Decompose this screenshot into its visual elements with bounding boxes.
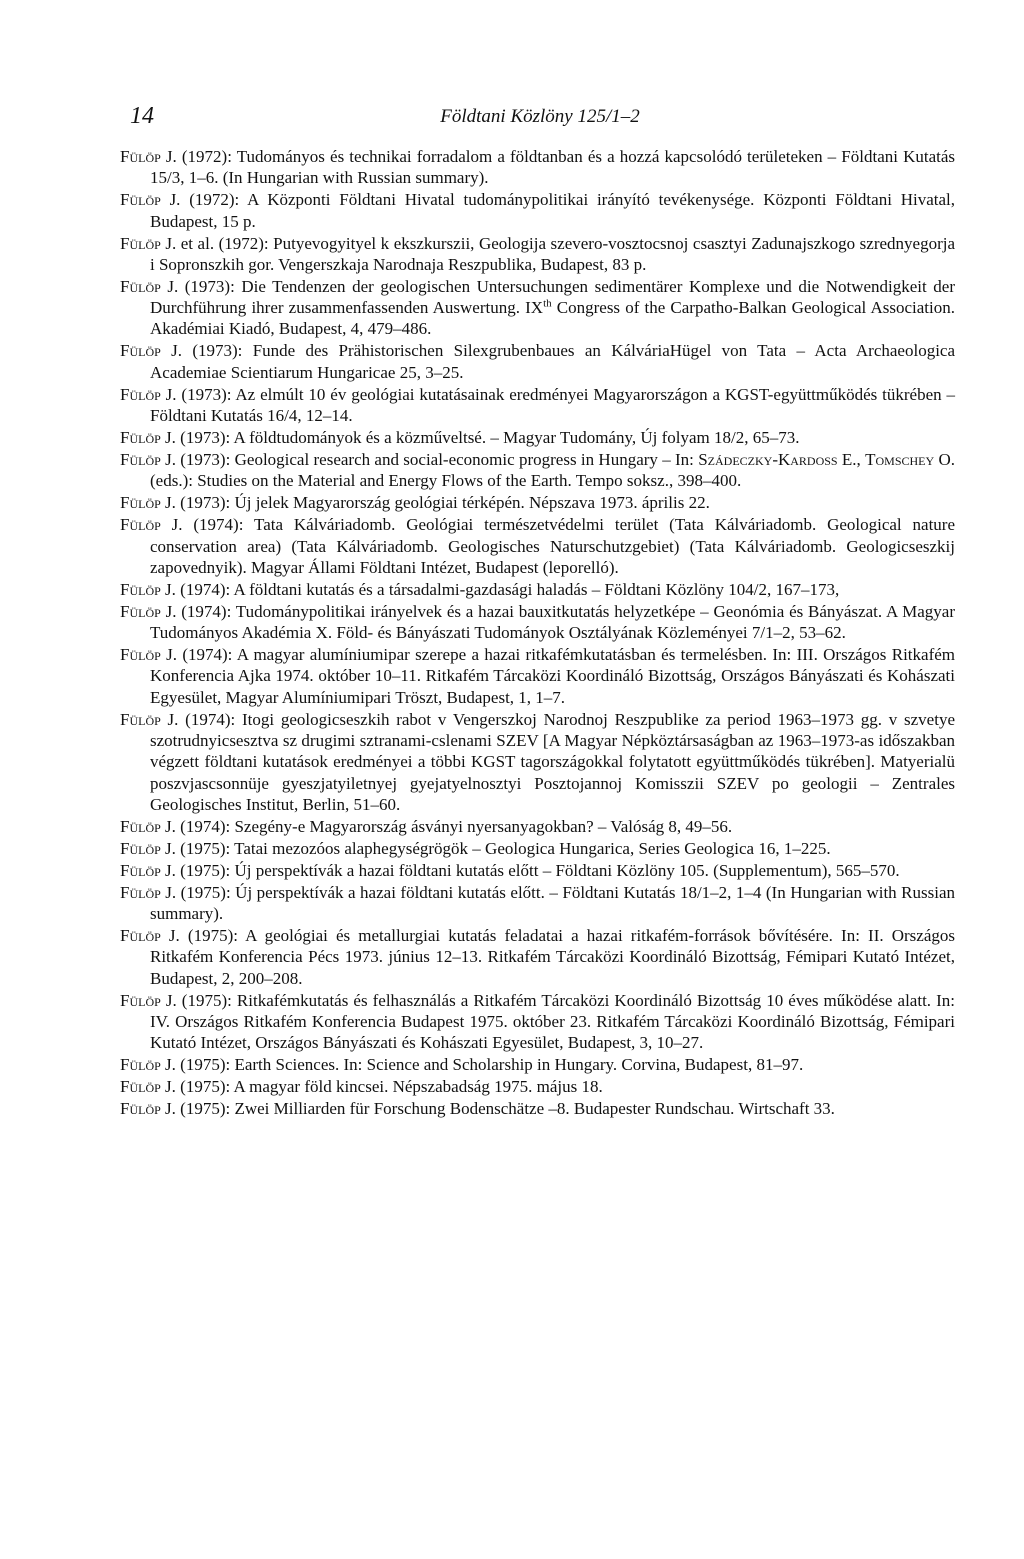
reference-text: (1972): A Központi Földtani Hivatal tudománypolitikai irányító tevékenysége. Központi Földtani Hivatal, Budapest, 15 p. [150,190,955,231]
reference-author: Fülöp J. [120,427,176,447]
reference-entry [120,1054,955,1075]
reference-entry [120,1098,955,1119]
reference-entry [120,816,955,837]
reference-author: Fülöp J. [120,1055,176,1075]
reference-entry [120,233,955,276]
reference-author: Fülöp J. [120,816,176,836]
reference-entry [120,340,955,383]
reference-author: Fülöp J. [120,276,179,296]
reference-text: (1973): Die Tendenzen der geologischen Untersuchungen sedimentärer Komplexe und die Notwendigkeit der Durchführung ihrer zusammenfassenden Auswertung. IX [150,276,955,318]
reference-text: (1974): Szegény-e Magyarország ásványi nyersanyagokban? – Valóság 8, 49–56. [175,816,733,836]
reference-author: Fülöp J. [120,601,177,621]
reference-entry [120,146,955,189]
reference-entry [120,601,955,644]
reference-superscript: th [543,297,552,310]
reference-author: Fülöp J. [120,926,180,946]
reference-editor: Tomschey [865,449,935,469]
reference-text: (1973): Funde des Prähistorischen Silexgrubenbaues an KálváriaHügel von Tata – Acta Archaeologica Academiae Scientiarum Hungaricae 25, 3–25. [150,341,956,382]
reference-entry [120,882,955,925]
reference-author: Fülöp J. [120,190,181,210]
reference-author: Fülöp J. [120,709,179,729]
journal-title: Földtani Közlöny 125/1–2 [440,106,640,127]
reference-entry [120,189,955,232]
reference-text: Congress of the Carpatho-Balkan Geological Association. Akadémiai Kiadó, Budapest, 4, 479–486. [150,298,955,339]
reference-entry [120,276,955,340]
reference-author: Fülöp J. [120,1099,176,1119]
reference-entry [120,709,955,815]
page-header [130,102,950,132]
reference-author: Fülöp J. [120,449,176,469]
reference-entry [120,449,955,492]
reference-text: (1974): Itogi geologicseszkih rabot v Vengerszkoj Narodnoj Reszpublike za period 1963–1973 gg. v szvetye szotrudnyicsesztva sz drugimi sztranami-cslenami SZEV [A Magyar Népköztársaságban az 1963–1973-as időszakban végzett földtani kutatások eredményei a többi KGST tagországokkal folytatott együttműködés tükrében]. Matyerialü poszvjascsonnüje gyeszjatyiletnyej gyejatyelnosztyi Posztojannoj Komisszii SZEV po geologii – Zentrales Geologisches Institut, Berlin, 51–60. [150,709,955,814]
reference-editor: Szádeczky-Kardoss [698,449,838,469]
reference-entry [120,579,955,600]
reference-entry [120,925,955,989]
reference-author: Fülöp J. [120,579,176,599]
page-number: 14 [130,103,154,129]
reference-text: (1975): Earth Sciences. In: Science and Scholarship in Hungary. Corvina, Budapest, 81–97. [175,1055,804,1075]
reference-text: (1974): Tudománypolitikai irányelvek és a hazai bauxitkutatás helyzetképe – Geonómia és Bányászat. A Magyar Tudományos Akadémia X. Föld- és Bányászati Tudományok Osztályának Közleményei 7/1–2, 53–62. [150,601,956,643]
reference-author: Fülöp J. [120,233,177,253]
reference-author: Fülöp J. [120,493,176,513]
reference-text: O. (eds.): Studies on the Material and Energy Flows of the Earth. Tempo soksz., 398–400. [150,449,956,491]
reference-entry [120,644,955,708]
reference-text: (1975): A magyar föld kincsei. Népszabadság 1975. május 18. [175,1077,603,1097]
reference-entry [120,860,955,881]
reference-author: Fülöp J. [120,341,182,361]
reference-entry [120,1076,955,1097]
reference-text: (1975): Ritkafémkutatás és felhasználás a Ritkafém Tárcaközi Koordináló Bizottság 10 éves működése alatt. In: IV. Országos Ritkafém Konferencia Budapest 1975. október 23. Ritkafém Tárcaközi Koordináló Bizottság, Fémipari Kutató Intézet, Országos Bányászati és Kohászati Egyesület, Budapest, 3, 10–27. [150,990,956,1053]
reference-text: (1973): Az elmúlt 10 év geológiai kutatásainak eredményei Magyarországon a KGST-együttműködés tükrében – Földtani Kutatás 16/4, 12–14. [150,384,956,425]
reference-text: (1974): A földtani kutatás és a társadalmi-gazdasági haladás – Földtani Közlöny 104/2, 167–173, [175,579,840,599]
reference-text: E., [837,449,866,469]
reference-entry [120,427,955,448]
reference-text: et al. (1972): Putyevogyityel k ekszkurszii, Geologija szevero-vosztocsnoj csasztyi Zadunajszkogo szrednyegorja i Sopronszkih gor. Vengerszkaja Narodnaja Reszpublika, Budapest, 83 p. [150,233,955,274]
reference-text: (1973): Új jelek Magyarország geológiai térképén. Népszava 1973. április 22. [175,493,710,513]
reference-text: (1973): Geological research and social-economic progress in Hungary – In: [175,449,699,469]
reference-author: Fülöp J. [120,882,177,902]
reference-entry [120,514,955,578]
reference-text: (1975): Új perspektívák a hazai földtani kutatás előtt – Földtani Közlöny 105. (Supplementum), 565–570. [175,860,900,880]
reference-author: Fülöp J. [120,384,177,404]
reference-entry [120,990,955,1054]
reference-text: (1975): A geológiai és metallurgiai kutatás feladatai a hazai ritkafém-források bővítésére. In: II. Országos Ritkafém Konferencia Pécs 1973. június 12–13. Ritkafém Tárcaközi Koordináló Bizottság, Fémipari Kutató Intézet, Budapest, 2, 200–208. [150,926,955,988]
reference-entry [120,492,955,513]
reference-author: Fülöp J. [120,645,177,665]
reference-text: (1974): Tata Kálváriadomb. Geológiai természetvédelmi terület (Tata Kálváriadomb. Geological nature conservation area) (Tata Kálváriadomb. Geologisches Naturschutzgebiet) (Tata Kálváriadomb. Geologicseszkij zapovednyik). Magyar Állami Földtani Intézet, Budapest (leporelló). [150,515,955,577]
reference-entry [120,384,955,427]
reference-text: (1975): Új perspektívák a hazai földtani kutatás előtt. – Földtani Kutatás 18/1–2, 1–4 (In Hungarian with Russian summary). [150,882,956,924]
reference-text: (1975): Tatai mezozóos alaphegységrögök – Geologica Hungarica, Series Geologica 16, 1–225. [175,838,831,858]
reference-list [120,146,955,1120]
reference-author: Fülöp J. [120,1077,176,1097]
reference-author: Fülöp J. [120,860,176,880]
reference-author: Fülöp J. [120,147,177,166]
reference-text: (1975): Zwei Milliarden für Forschung Bodenschätze –8. Budapester Rundschau. Wirtschaft 33. [175,1099,835,1119]
reference-text: (1972): Tudományos és technikai forradalom a földtanban és a hozzá kapcsolódó területeken – Földtani Kutatás 15/3, 1–6. (In Hungarian with Russian summary). [150,147,956,188]
reference-author: Fülöp J. [120,515,183,535]
reference-text: (1973): A földtudományok és a közműveltsé. – Magyar Tudomány, Új folyam 18/2, 65–73. [175,427,800,447]
reference-author: Fülöp J. [120,838,176,858]
reference-text: (1974): A magyar alumíniumipar szerepe a hazai ritkafémkutatásban és termelésben. In: III. Országos Ritkafém Konferencia Ajka 1974. október 10–11. Ritkafém Tárcaközi Koordináló Bizottság, Országos Bányászati és Kohászati Egyesület, Magyar Alumíniumipari Tröszt, Budapest, 1, 1–7. [150,645,956,707]
reference-entry [120,838,955,859]
reference-author: Fülöp J. [120,990,177,1010]
